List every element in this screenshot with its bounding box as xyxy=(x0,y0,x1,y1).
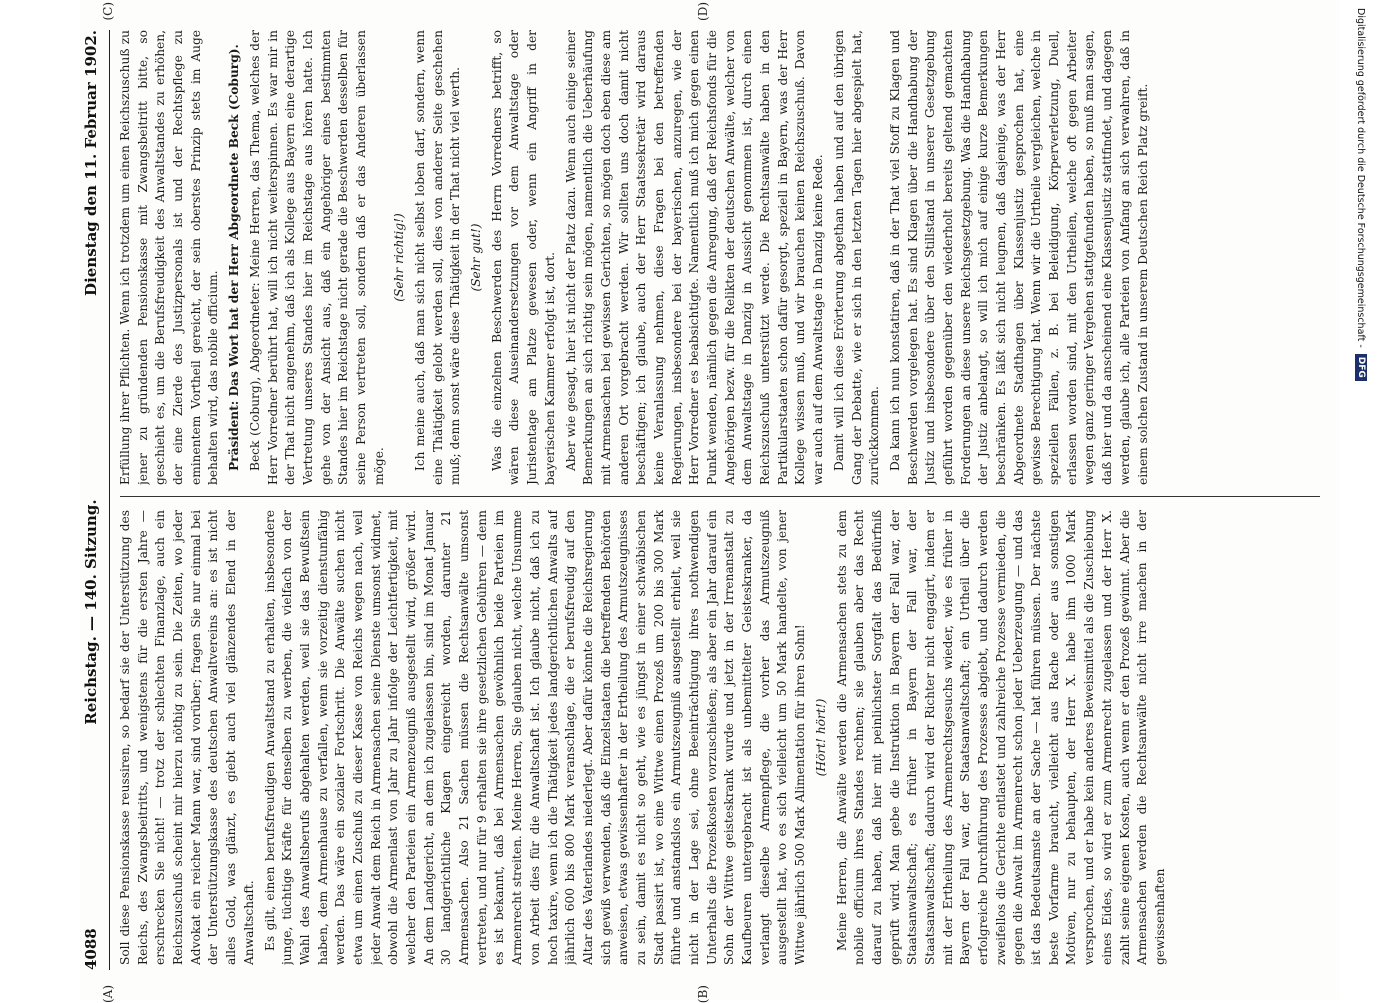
session-date: Dienstag den 11. Februar 1902. xyxy=(82,30,100,296)
header-rule xyxy=(109,30,110,970)
digitization-note xyxy=(1354,8,1368,998)
interjection: (Sehr gut!) xyxy=(469,223,484,292)
paragraph: Soll diese Pensionskasse reussiren, so bedarf sie der Unterstützung des Reichs, des Zwangsbeitritts, und wenigstens für die ersten Jahre — erschrecken Sie nicht! — trotz der schlechten Finanzlage, auch ein Reichszuschuß scheint mir hierzu nöthig zu sein. Die Zeiten, wo jeder Advokat ein reicher Mann war, sind vorüber; fragen Sie nur einmal bei der Unterstützungskasse des deutschen Anwaltvereins an: es ist nicht alles Gold, was glänzt, es giebt auch viel glänzendes Elend in der Anwaltschaft. xyxy=(118,510,256,965)
paragraph: Ich meine auch, daß man sich nicht selbst loben darf, sondern, wenn eine Thätigkeit gelobt werden soll, dies von anderer Seite geschehen muß; denn sonst wäre diese Thätigkeit in der That nicht viel werth. xyxy=(413,30,463,485)
page-number: 4088 xyxy=(82,928,100,970)
chamber-name: Reichstag. xyxy=(82,636,100,725)
paragraph: Damit will ich diese Erörterung abgethan haben und auf den übrigen Gang der Debatte, wie er sich in den letzten Tagen hier abgespielt hat, zurückkommen. xyxy=(831,30,882,485)
column-divider xyxy=(120,496,1320,497)
margin-mark-a: (A) xyxy=(101,985,115,1003)
interjection: (Sehr richtig!) xyxy=(392,213,407,302)
right-column xyxy=(117,30,1322,485)
page-header xyxy=(77,30,105,970)
paragraph: Es gilt, einen berufsfreudigen Anwaltstand zu erhalten, insbesondere junge, tüchtige Kräfte für denselben zu werben, die vielfach von der Wahl des Anwaltsberufs abgehalten werden, weil sie das Bewußtsein haben, dem Armenhause zu verfallen, wenn sie vorzeitig dienstunfähig werden. Das wäre ein sozialer Fortschritt. Die Anwälte suchen nicht etwa um einen Zuschuß zu dieser Kasse von Reichs wegen nach, weil jeder Anwalt dem Reich in Armensachen seine Dienste umsonst widmet, obwohl die Armenlast von Jahr zu Jahr infolge der Leichtfertigkeit, mit welcher den Parteien ein Armenzeugniß ausgestellt wird, größer wird. An dem Landgericht, an dem ich zugelassen bin, sind im Monat Januar 30 landgerichtliche Klagen eingereicht worden, darunter 21 Armensachen. Also 21 Sachen müssen die Rechtsanwälte umsonst vertreten, und nur für 9 erhalten sie ihre gesetzlichen Gebühren — denn es ist bekannt, daß bei Armensachen gewöhnlich beide Parteien im Armenrecht streiten. Meine Herren, Sie glauben nicht, welche Unsumme von Arbeit dies für die Anwaltschaft ist. Ich glaube nicht, daß ich zu hoch taxire, wenn ich die Thätigkeit jedes landgerichtlichen Anwalts auf jährlich 600 bis 800 Mark veranschlage, die er berufsfreudig auf den Altar des Vaterlandes niederlegt. Aber dafür könnte die Reichsregierung sich gewiß verwenden, daß die Einzelstaaten die betreffenden Behörden anweisen, etwas gewissenhafter in der Ertheilung des Armutszeugnisses zu sein, damit es nicht so geht, wie es jüngst in einer schwäbischen Stadt passirt ist, wo eine Wittwe einen Prozeß um 200 bis 300 Mark führte und anstandslos ein Armutszeugniß ausgestellt erhielt, weil sie nicht in der Lage sei, ohne Beeinträchtigung ihres nothwendigen Unterhalts die Prozeßkosten vorzuschießen; als aber ein Jahr darauf ein Sohn der Wittwe geisteskrank wurde und jetzt in der Irrenanstalt zu Kaufbeuren untergebracht ist als unbemittelter Geisteskranker, da verlangt dieselbe Armenpflege, die vorher das Armutszeugniß ausgestellt hat, wo es sich vielleicht um 50 Mark handelte, von jener Wittwe jährlich 500 Mark Alimentation für ihren Sohn! xyxy=(262,510,808,965)
paragraph: Meine Herren, die Anwälte werden die Armensachen stets zu dem nobile officium ihres Standes rechnen; sie glauben aber das Recht darauf zu haben, daß hier mit peinlichster Sorgfalt das Bedürfniß geprüft wird. Man gebe die Instruktion in Bayern der Fall war, der Staatsanwaltschaft; es früher in Bayern der Fall war, der Staatsanwaltschaft; dadurch wird der Richter nicht engagirt, indem er mit der Ertheilung des Armenrechtsgesuchs wieder, wie es früher in Bayern der Fall war, der Staatsanwaltschaft; ein Urtheil über die erfolgreiche Durchführung des Prozesses abgiebt, und dadurch werden zweifellos die Gerichte entlastet und zahlreiche Prozesse vermieden, die gegen die Anwalt im Armenrecht schon jeder Ueberzeugung — und das ist das Bedeutsamste an der Sache — hat führen müssen. Der nächste beste Vorfarme braucht, vielleicht aus Rache oder aus sonstigen Motiven, nur zu behaupten, der Herr X. habe ihm 1000 Mark versprochen, und er habe kein anderes Beweismittel als die Zuschiebung eines Eides, so wird er zum Armenrecht zugelassen und der Herr X. zahlt seine eigenen Kosten, auch wenn er den Prozeß gewinnt. Aber die Armensachen werden die Rechtsanwälte nicht irre machen in der gewissenhaften xyxy=(834,510,1167,965)
document-page xyxy=(80,0,1340,1003)
interjection: (Hört! hört!) xyxy=(813,698,828,777)
paragraph: Da kann ich nun konstatiren, daß in der That viel Stoff zu Klagen und Beschwerden vorgelegen hat. Es sind Klagen über die Handhabung der Justiz und insbesondere über den Stillstand in unserer Gesetzgebung geführt worden gegenüber den wiederholt bereits geltend gemachten Forderungen an diese unsere Reichsgesetzgebung. Was die Handhabung der Justiz anbelangt, so will ich mich auf einige kurze Bemerkungen beschränken. Es läßt sich nicht leugnen, daß dasjenige, was der Herr Abgeordnete Stadthagen über Klassenjustiz gesprochen hat, eine gewisse Berechtigung hat. Wenn wir die Urtheile vergleichen, welche in speziellen Fällen, z. B. bei Beleidigung, Körperverletzung, Duell, erlassen worden sind, mit den Urtheilen, welche oft gegen Arbeiter wegen ganz geringer Vergehen stattgefunden haben, so muß man sagen, daß hier und da anscheinend eine Klassenjustiz stattfindet, und dagegen werden, glaube ich, alle Parteien von Anfang an sich verwahren, daß in einem solchen Zustand in unserem Deutschen Reich Platz greift. xyxy=(887,30,1150,485)
paragraph: Was die einzelnen Beschwerden des Herrn Vorredners betrifft, so wären diese Auseinandersetzungen vor dem Anwaltstage oder Juristentage am Platze gewesen oder, wenn ein Angriff in der bayerischen Kammer erfolgt ist, dort. xyxy=(489,30,557,485)
margin-mark-d: (D) xyxy=(696,2,710,21)
margin-mark-c: (C) xyxy=(101,2,115,21)
speaker-line: Präsident: Das Wort hat der Herr Abgeordnete Beck (Coburg). xyxy=(227,44,242,471)
margin-mark-b: (B) xyxy=(696,985,710,1003)
dfg-logo: DFG xyxy=(1355,354,1367,381)
left-column xyxy=(117,510,1322,965)
paragraph: Aber wie gesagt, hier ist nicht der Platz dazu. Wenn auch einige seiner Bemerkungen an sich richtig sein mögen, namentlich die Ueberhäufung mit Armensachen bei gewissen Gerichten, so mögen doch eben diese am anderen Ort vorgebracht werden. Wir sollten uns doch damit nicht beschäftigen; ich glaube, auch der Herr Staatssekretär wird daraus keine Veranlassung nehmen, diese Fragen bei den betreffenden Regierungen, insbesondere bei der bayerischen, anzuregen, wie der Herr Vorredner es beabsichtigte. Namentlich muß ich mich gegen einen Punkt wenden, nämlich gegen die Anregung, daß der Reichsfonds für die Angehörigen bezw. für die Relikten der deutschen Anwälte, welcher von dem Anwaltstage in Danzig in Aussicht genommen ist, durch einen Reichszuschuß unterstützt werde. Die Rechtsanwälte haben in den Partikularstaaten schon dafür gesorgt, speziell in Bayern, was der Herr Kollege wissen muß, und wir brauchen keinen Reichszuschuß. Davon war auch auf dem Anwaltstage in Danzig keine Rede. xyxy=(563,30,826,485)
chamber-title xyxy=(82,499,100,724)
paragraph: Erfüllung ihrer Pflichten. Wenn ich trotzdem um einen Reichszuschuß zu jener zu gründenden Pensionskasse mit Zwangsbeitritt bitte, so geschieht es, um die Berufsfreudigkeit des Anwaltstandes zu erhöhen, der eine Zierde des Justizpersonals ist und der Rechtspflege zu eminentem Vortheil gereicht, der sein oberstes Prinzip stets im Auge behalten wird, das nobile officium. xyxy=(118,30,221,485)
session-label: — 140. Sitzung. xyxy=(82,499,100,631)
digitization-text: Digitalisierung gefördert durch die Deutsche Forschungsgemeinschaft - xyxy=(1355,8,1367,348)
paragraph: Beck (Coburg), Abgeordneter: Meine Herren, das Thema, welches der Herr Vorredner berührt hat, will ich nicht weiterspinnen. Es war mir in der That nicht angenehm, daß ich als Kollege aus Bayern eine derartige Vertretung unseres Standes hier im Reichstage aus hören hatte. Ich gehe von der Ansicht aus, daß ein Angehöriger eines bestimmten Standes hier im Reichstage nicht gerade die Beschwerden desselben für seine Person vertreten soll, sondern daß er das Anderen überlassen möge. xyxy=(247,30,386,485)
